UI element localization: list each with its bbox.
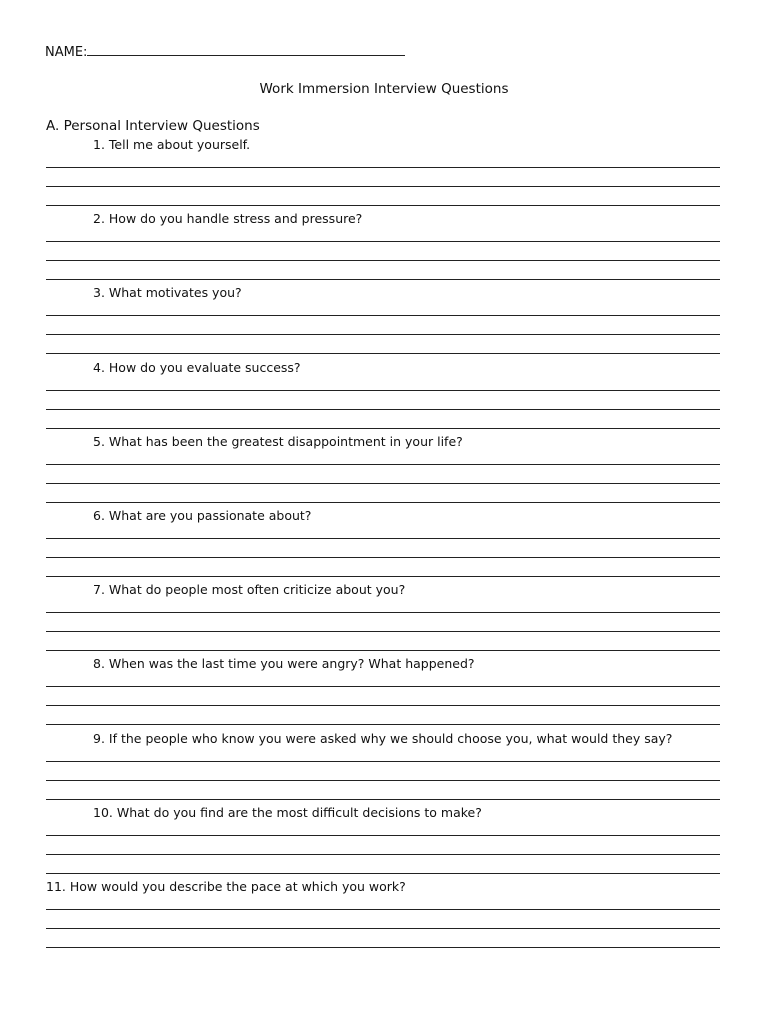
- answer-line[interactable]: [46, 205, 720, 206]
- question-text: 11. How would you describe the pace at which you work?: [46, 879, 406, 894]
- page-title: Work Immersion Interview Questions: [259, 81, 509, 97]
- question-text: 5. What has been the greatest disappointment in your life?: [93, 433, 463, 449]
- answer-line[interactable]: [46, 854, 720, 855]
- name-field[interactable]: [45, 42, 405, 62]
- answer-line[interactable]: [46, 576, 720, 577]
- answer-line[interactable]: [46, 260, 720, 261]
- question-text: 8. When was the last time you were angry? What happened?: [93, 656, 475, 672]
- answer-line[interactable]: [46, 873, 720, 874]
- question-text: 2. How do you handle stress and pressure?: [93, 211, 363, 227]
- answer-line[interactable]: [46, 464, 720, 465]
- answer-line[interactable]: [46, 835, 720, 836]
- question-text: 10. What do you find are the most difficult decisions to make?: [93, 804, 482, 820]
- answer-line[interactable]: [46, 483, 720, 484]
- answer-line[interactable]: [46, 428, 720, 429]
- answer-line[interactable]: [46, 928, 720, 929]
- answer-line[interactable]: [46, 780, 720, 781]
- answer-line[interactable]: [46, 686, 720, 687]
- question-text: 9. If the people who know you were asked why we should choose you, what would they say?: [93, 730, 673, 746]
- answer-line[interactable]: [46, 631, 720, 632]
- answer-line[interactable]: [46, 761, 720, 762]
- answer-line[interactable]: [46, 724, 720, 725]
- name-blank-line[interactable]: [87, 42, 405, 56]
- question-text: 1. Tell me about yourself.: [93, 137, 251, 152]
- answer-line[interactable]: [46, 409, 720, 410]
- answer-line[interactable]: [46, 612, 720, 613]
- answer-line[interactable]: [46, 279, 720, 280]
- answer-line[interactable]: [46, 390, 720, 391]
- answer-line[interactable]: [46, 909, 720, 910]
- answer-line[interactable]: [46, 353, 720, 354]
- answer-line[interactable]: [46, 947, 720, 948]
- answer-line[interactable]: [46, 650, 720, 651]
- name-label: NAME:: [45, 45, 88, 60]
- answer-line[interactable]: [46, 502, 720, 503]
- question-text: 7. What do people most often criticize about you?: [93, 582, 406, 598]
- question-text: 6. What are you passionate about?: [93, 508, 312, 523]
- answer-line[interactable]: [46, 705, 720, 706]
- question-text: 4. How do you evaluate success?: [93, 359, 301, 375]
- question-text: 3. What motivates you?: [93, 285, 242, 301]
- answer-line[interactable]: [46, 557, 720, 558]
- answer-line[interactable]: [46, 186, 720, 187]
- answer-line[interactable]: [46, 241, 720, 242]
- answer-line[interactable]: [46, 799, 720, 800]
- answer-line[interactable]: [46, 315, 720, 316]
- answer-line[interactable]: [46, 167, 720, 168]
- answer-line[interactable]: [46, 538, 720, 539]
- answer-line[interactable]: [46, 334, 720, 335]
- section-heading: A. Personal Interview Questions: [46, 118, 260, 134]
